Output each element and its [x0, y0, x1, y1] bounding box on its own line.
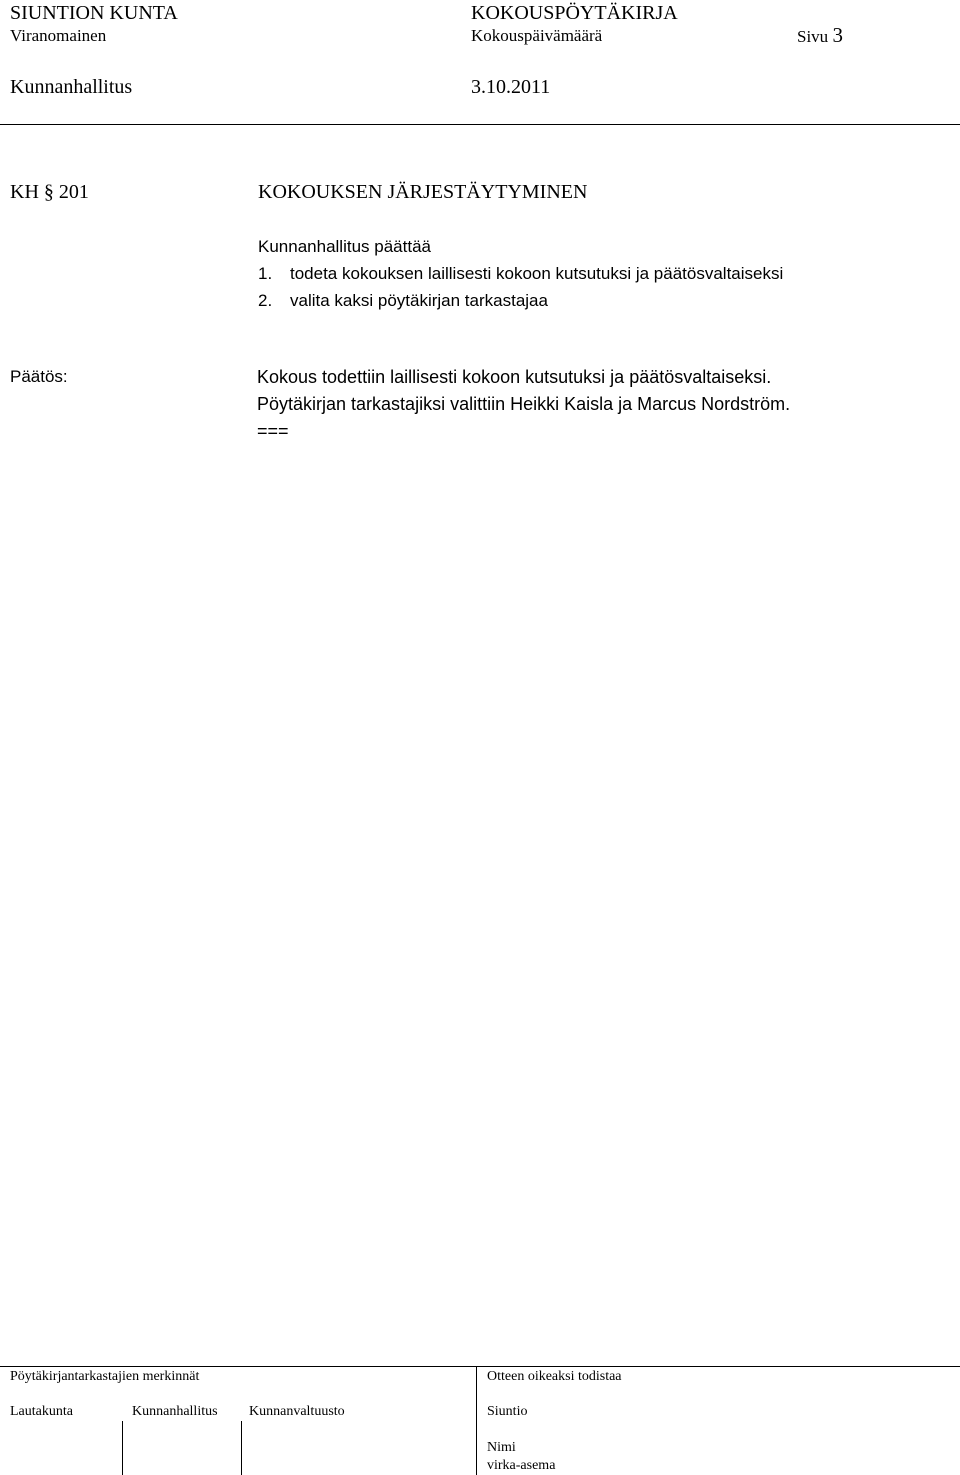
meeting-date: 3.10.2011: [471, 76, 551, 98]
meeting-date-label: Kokouspäivämäärä: [471, 26, 603, 45]
proposal-block: [258, 233, 783, 314]
footer-cell-divider: [122, 1421, 123, 1475]
authority-label: Viranomainen: [10, 26, 107, 45]
position-label: virka-asema: [487, 1458, 556, 1473]
header-divider: [0, 124, 960, 125]
page-indicator: [797, 25, 843, 46]
footer-cell-divider: [241, 1421, 242, 1475]
decision-end-marker: ===: [257, 421, 289, 441]
reviewer-column-council: Kunnanvaltuusto: [249, 1404, 345, 1419]
proposal-text: valita kaksi pöytäkirjan tarkastajaa: [290, 291, 548, 310]
proposal-number: 1.: [258, 264, 273, 283]
decision-line: Kokous todettiin laillisesti kokoon kutsutuksi ja päätösvaltaiseksi.: [257, 367, 772, 387]
page-label: Sivu: [797, 27, 829, 46]
authority-name: Kunnanhallitus: [10, 76, 133, 98]
certification-place: Siuntio: [487, 1404, 528, 1419]
name-label: Nimi: [487, 1440, 516, 1455]
organization-name: SIUNTION KUNTA: [10, 2, 178, 24]
decision-line: Pöytäkirjan tarkastajiksi valittiin Heikki Kaisla ja Marcus Nordström.: [257, 394, 791, 414]
page-number: 3: [832, 23, 843, 47]
reviewer-column-municipal-board: Kunnanhallitus: [132, 1404, 218, 1419]
decision-label: Päätös:: [10, 367, 68, 386]
reviewer-column-board: Lautakunta: [10, 1404, 73, 1419]
reviewers-label: Pöytäkirjantarkastajien merkinnät: [10, 1369, 200, 1384]
proposal-intro: Kunnanhallitus päättää: [258, 237, 431, 256]
document-type: KOKOUSPÖYTÄKIRJA: [471, 2, 678, 24]
item-title: KOKOUKSEN JÄRJESTÄYTYMINEN: [258, 181, 588, 203]
proposal-item: [258, 260, 783, 287]
proposal-number: 2.: [258, 291, 273, 310]
footer-column-divider: [476, 1366, 477, 1475]
section-number: KH § 201: [10, 181, 89, 203]
proposal-text: todeta kokouksen laillisesti kokoon kutsutuksi ja päätösvaltaiseksi: [290, 264, 784, 283]
decision-block: [257, 364, 790, 445]
certified-label: Otteen oikeaksi todistaa: [487, 1369, 622, 1384]
proposal-item: [258, 287, 783, 314]
footer-divider: [0, 1366, 960, 1367]
